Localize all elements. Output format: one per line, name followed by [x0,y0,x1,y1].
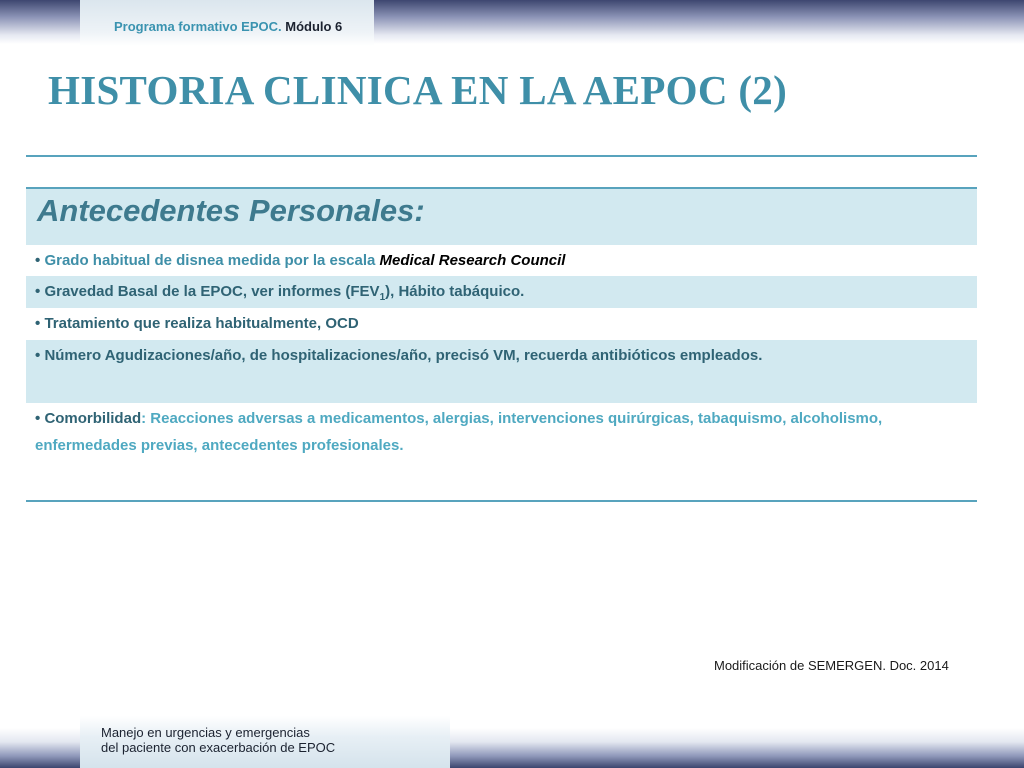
row-text-a: Número Agudizaciones/año, de [44,347,272,364]
row-text-b: hospitalizaciones/año [271,347,428,364]
table-bottom-divider [26,500,977,502]
module-label: Módulo 6 [285,19,343,34]
row-text-b: Medical Research Council [379,252,566,269]
program-header [114,19,342,34]
footer-line-1: Manejo en urgencias y emergencias [101,725,310,740]
bullet: • [35,283,41,300]
table-row [26,403,977,499]
bullet: • [35,347,41,364]
table-header [26,189,977,245]
row-text-a: Grado habitual de disnea medida por la escala [44,252,380,269]
row-text-c: , precisó VM, recuerda antibióticos empleados. [427,347,763,364]
row-text [35,310,969,337]
row-text [35,247,969,274]
row-text-a: Tratamiento que realiza habitualmente, OCD [44,315,359,332]
source-note: Modificación de SEMERGEN. Doc. 2014 [714,658,949,673]
row-text [35,342,969,369]
row-text-a: Comorbilidad [44,410,142,427]
row-text [35,405,969,459]
row-text-a: Gravedad Basal de la EPOC, ver informes (FEV [44,283,380,300]
row-subscript: 1 [379,292,386,303]
program-label: Programa formativo EPOC. [114,19,282,34]
bullet: • [35,252,41,269]
table-heading: Antecedentes Personales: [37,193,425,228]
antecedentes-table [26,189,977,499]
footer-line-2: del paciente con exacerbación de EPOC [101,740,336,755]
table-row [26,245,977,276]
slide-title: HISTORIA CLINICA EN LA AEPOC (2) [48,67,788,113]
row-text [35,278,969,311]
table-row [26,276,977,308]
row-text-b: ), Hábito tabáquico. [385,283,525,300]
table-row [26,308,977,340]
bullet: • [35,315,41,332]
table-row [26,340,977,403]
bullet: • [35,410,41,427]
top-divider [26,155,977,157]
row-text-b: : Reacciones adversas a medicamentos, alergias, intervenciones quirúrgicas, tabaquismo, alcoholismo, enfermedades previas, antecedentes profesionales. [35,410,883,454]
